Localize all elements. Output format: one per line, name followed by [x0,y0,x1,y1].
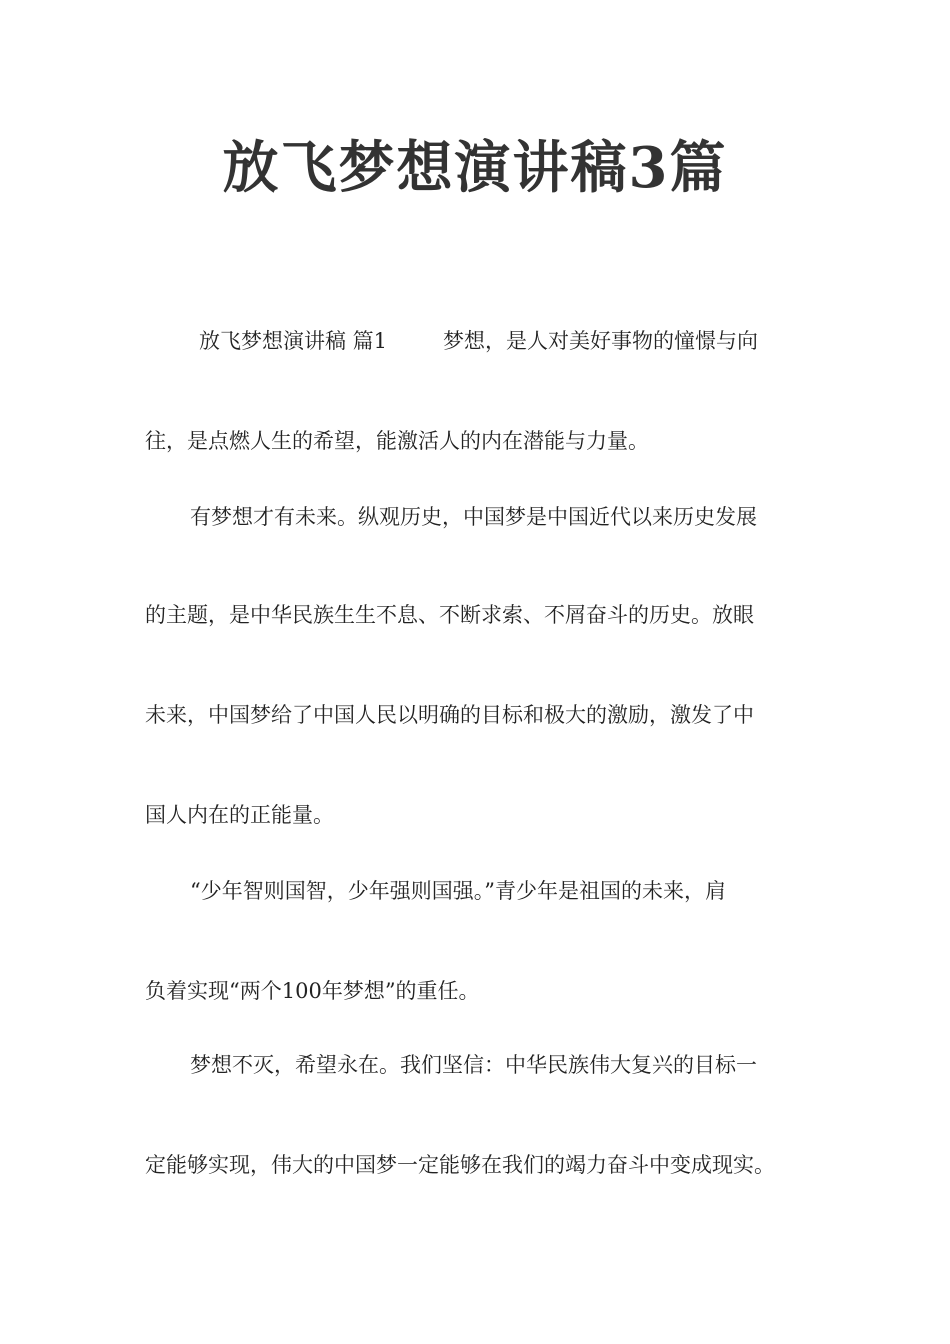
paragraph-line: “少年智则国智，少年强则国强。”青少年是祖国的未来，肩 [190,879,726,903]
paragraph-line: 的主题，是中华民族生生不息、不断求索、不屑奋斗的历史。放眼 [145,603,754,627]
paragraph-line: 定能够实现，伟大的中国梦一定能够在我们的竭力奋斗中变成现实。 [145,1153,775,1177]
paragraph-line: 未来，中国梦给了中国人民以明确的目标和极大的激励，激发了中 [145,703,754,727]
paragraph-line: 有梦想才有未来。纵观历史，中国梦是中国近代以来历史发展 [190,505,757,529]
paragraph-line [145,326,758,356]
section-label: 放飞梦想演讲稿 篇1 [199,329,388,353]
paragraph-line: 往，是点燃人生的希望，能激活人的内在潜能与力量。 [145,429,649,453]
paragraph-line: 负着实现“两个100年梦想”的重任。 [145,979,480,1003]
document-title: 放飞梦想演讲稿3篇 [222,135,728,201]
paragraph-line: 梦想不灭，希望永在。我们坚信：中华民族伟大复兴的目标一 [190,1053,757,1077]
paragraph-text: 梦想，是人对美好事物的憧憬与向 [443,329,759,353]
paragraph-line: 国人内在的正能量。 [145,803,334,827]
